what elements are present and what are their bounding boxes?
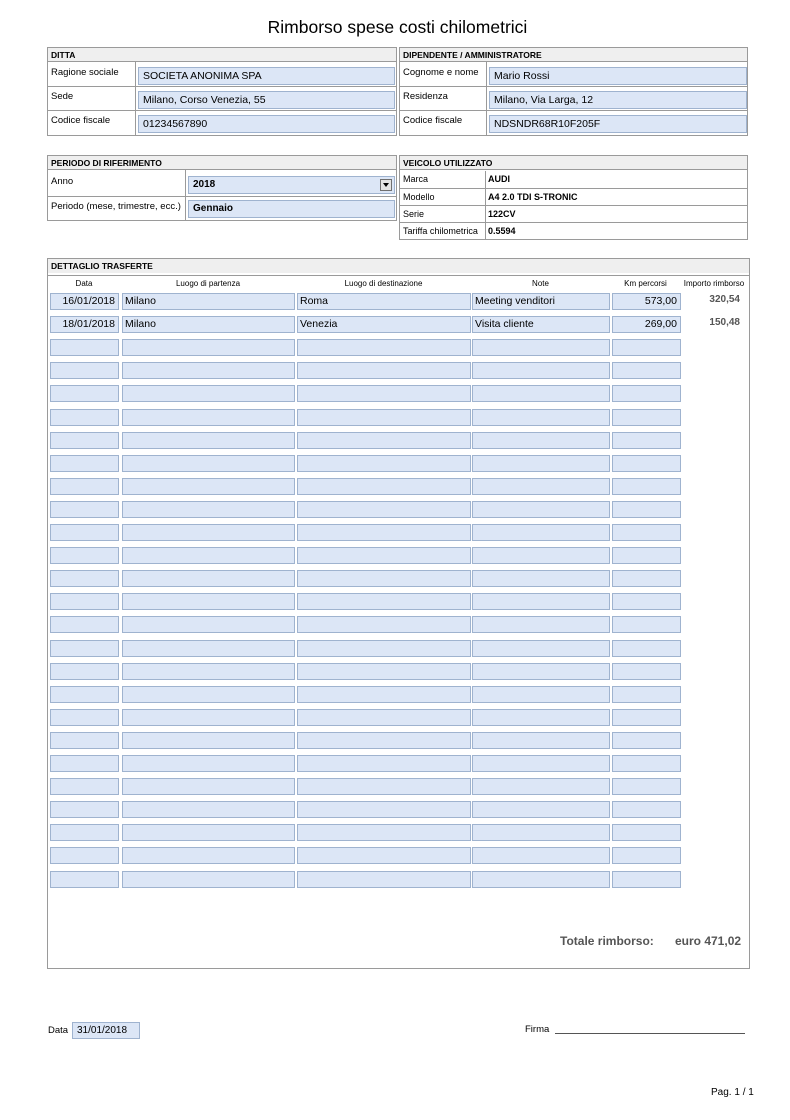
data-cell[interactable]: 18/01/2018 <box>50 316 119 333</box>
note-cell[interactable] <box>472 616 610 633</box>
partenza-cell[interactable] <box>122 640 295 657</box>
destinazione-cell[interactable] <box>297 778 471 795</box>
firma-line[interactable] <box>555 1033 745 1034</box>
data-cell[interactable] <box>50 847 119 864</box>
data-cell[interactable] <box>50 778 119 795</box>
table-row <box>48 616 749 633</box>
data-cell[interactable] <box>50 593 119 610</box>
chevron-down-icon[interactable] <box>380 179 392 191</box>
ditta-codice-fiscale-label: Codice fiscale <box>51 115 111 126</box>
note-cell[interactable] <box>472 871 610 888</box>
km-cell[interactable] <box>612 871 681 888</box>
modello-value: A4 2.0 TDI S-TRONIC <box>488 192 578 202</box>
data-cell[interactable] <box>50 801 119 818</box>
partenza-cell[interactable] <box>122 570 295 587</box>
km-cell[interactable] <box>612 547 681 564</box>
data-cell[interactable] <box>50 362 119 379</box>
partenza-cell[interactable] <box>122 339 295 356</box>
note-cell[interactable] <box>472 686 610 703</box>
col-header-partenza: Luogo di partenza <box>175 279 241 288</box>
partenza-cell[interactable] <box>122 409 295 426</box>
col-header-destinazione: Luogo di destinazione <box>344 279 423 288</box>
col-header-note: Note <box>532 279 549 288</box>
footer-data-label: Data <box>48 1025 69 1036</box>
partenza-cell[interactable] <box>122 385 295 402</box>
note-cell[interactable] <box>472 732 610 749</box>
table-row <box>48 593 749 610</box>
veicolo-rows <box>400 171 747 239</box>
tariffa-label: Tariffa chilometrica <box>403 226 478 236</box>
km-cell[interactable] <box>612 755 681 772</box>
destinazione-cell[interactable] <box>297 686 471 703</box>
cognome-nome-label: Cognome e nome <box>403 67 479 78</box>
table-row <box>48 293 749 310</box>
table-row <box>48 871 749 888</box>
data-cell[interactable] <box>50 385 119 402</box>
destinazione-cell[interactable] <box>297 362 471 379</box>
data-cell[interactable] <box>50 409 119 426</box>
partenza-cell[interactable] <box>122 686 295 703</box>
data-cell[interactable] <box>50 732 119 749</box>
dipendente-section <box>399 47 748 136</box>
destinazione-cell[interactable] <box>297 663 471 680</box>
note-cell[interactable] <box>472 847 610 864</box>
partenza-cell[interactable] <box>122 616 295 633</box>
km-cell[interactable] <box>612 663 681 680</box>
residenza-field[interactable]: Milano, Via Larga, 12 <box>489 91 747 109</box>
divider <box>185 170 186 220</box>
importo-cell: 320,54 <box>709 294 740 305</box>
destinazione-cell[interactable] <box>297 339 471 356</box>
note-cell[interactable] <box>472 339 610 356</box>
destinazione-cell[interactable] <box>297 640 471 657</box>
km-cell[interactable] <box>612 732 681 749</box>
page-number: Pag. 1 / 1 <box>711 1087 754 1098</box>
table-row <box>48 524 749 541</box>
partenza-cell[interactable] <box>122 801 295 818</box>
destinazione-cell[interactable] <box>297 455 471 472</box>
anno-value: 2018 <box>193 179 216 190</box>
firma-label: Firma <box>525 1024 550 1035</box>
km-cell[interactable] <box>612 501 681 518</box>
veicolo-row-tariffa <box>400 222 747 239</box>
divider <box>485 171 486 188</box>
residenza-label: Residenza <box>403 91 448 102</box>
note-cell[interactable] <box>472 709 610 726</box>
trasferte-section <box>47 258 750 969</box>
partenza-cell[interactable] <box>122 663 295 680</box>
km-cell[interactable] <box>612 339 681 356</box>
note-cell[interactable] <box>472 524 610 541</box>
data-cell[interactable] <box>50 709 119 726</box>
serie-value: 122CV <box>488 209 516 219</box>
table-row <box>48 478 749 495</box>
partenza-cell[interactable] <box>122 778 295 795</box>
destinazione-cell[interactable] <box>297 570 471 587</box>
data-cell[interactable] <box>50 686 119 703</box>
table-row <box>48 686 749 703</box>
divider <box>485 206 486 222</box>
table-row <box>48 432 749 449</box>
km-cell[interactable] <box>612 778 681 795</box>
data-cell[interactable] <box>50 524 119 541</box>
data-cell[interactable] <box>50 547 119 564</box>
km-cell[interactable] <box>612 455 681 472</box>
note-cell[interactable] <box>472 478 610 495</box>
partenza-cell[interactable] <box>122 871 295 888</box>
destinazione-cell[interactable] <box>297 547 471 564</box>
ragione-sociale-field[interactable]: SOCIETA ANONIMA SPA <box>138 67 395 85</box>
destinazione-cell[interactable] <box>297 616 471 633</box>
partenza-cell[interactable] <box>122 501 295 518</box>
veicolo-row-modello <box>400 188 747 205</box>
partenza-cell[interactable] <box>122 824 295 841</box>
destinazione-cell[interactable] <box>297 593 471 610</box>
trasferte-header: DETTAGLIO TRASFERTE <box>48 259 749 273</box>
table-row <box>48 316 749 333</box>
periodo-label: Periodo (mese, trimestre, ecc.) <box>51 201 181 212</box>
destinazione-cell[interactable] <box>297 478 471 495</box>
table-row <box>48 801 749 818</box>
km-cell[interactable] <box>612 593 681 610</box>
marca-value: AUDI <box>488 174 510 184</box>
km-cell[interactable] <box>612 570 681 587</box>
table-row <box>48 663 749 680</box>
partenza-cell[interactable] <box>122 593 295 610</box>
table-row <box>48 570 749 587</box>
divider <box>48 86 396 87</box>
destinazione-cell[interactable] <box>297 385 471 402</box>
destinazione-cell[interactable] <box>297 524 471 541</box>
periodo-field[interactable]: Gennaio <box>188 200 395 218</box>
cognome-nome-field[interactable]: Mario Rossi <box>489 67 747 85</box>
data-cell[interactable] <box>50 871 119 888</box>
data-cell[interactable] <box>50 478 119 495</box>
note-cell[interactable] <box>472 432 610 449</box>
km-cell[interactable]: 269,00 <box>612 316 681 333</box>
table-row <box>48 455 749 472</box>
table-row <box>48 547 749 564</box>
partenza-cell[interactable] <box>122 362 295 379</box>
note-cell[interactable] <box>472 778 610 795</box>
note-cell[interactable] <box>472 385 610 402</box>
periodo-section <box>47 155 397 221</box>
table-row <box>48 778 749 795</box>
km-cell[interactable] <box>612 362 681 379</box>
note-cell[interactable] <box>472 455 610 472</box>
totale-value: euro 471,02 <box>675 934 742 948</box>
table-row <box>48 732 749 749</box>
col-header-importo: Importo rimborso <box>683 279 745 288</box>
table-row <box>48 755 749 772</box>
km-cell[interactable]: 573,00 <box>612 293 681 310</box>
ditta-header: DITTA <box>48 48 396 62</box>
note-cell[interactable] <box>472 409 610 426</box>
km-cell[interactable] <box>612 524 681 541</box>
dipendente-codice-fiscale-label: Codice fiscale <box>403 115 463 126</box>
col-header-km: Km percorsi <box>624 279 667 288</box>
divider <box>135 62 136 135</box>
data-cell[interactable] <box>50 640 119 657</box>
divider <box>486 62 487 135</box>
dipendente-codice-fiscale-field[interactable]: NDSNDR68R10F205F <box>489 115 747 133</box>
divider <box>48 196 396 197</box>
table-row <box>48 501 749 518</box>
table-row <box>48 385 749 402</box>
veicolo-row-serie <box>400 205 747 222</box>
note-cell[interactable]: Meeting venditori <box>472 293 610 310</box>
partenza-cell[interactable] <box>122 432 295 449</box>
partenza-cell[interactable] <box>122 455 295 472</box>
data-cell[interactable] <box>50 824 119 841</box>
data-cell[interactable] <box>50 501 119 518</box>
km-cell[interactable] <box>612 686 681 703</box>
km-cell[interactable] <box>612 385 681 402</box>
table-row <box>48 339 749 356</box>
km-cell[interactable] <box>612 640 681 657</box>
partenza-cell[interactable] <box>122 709 295 726</box>
data-cell[interactable] <box>50 616 119 633</box>
destinazione-cell[interactable] <box>297 824 471 841</box>
table-row <box>48 709 749 726</box>
table-row <box>48 847 749 864</box>
divider <box>48 110 396 111</box>
partenza-cell[interactable] <box>122 547 295 564</box>
ditta-codice-fiscale-field[interactable]: 01234567890 <box>138 115 395 133</box>
tariffa-value: 0.5594 <box>488 226 516 236</box>
destinazione-cell[interactable] <box>297 432 471 449</box>
partenza-cell[interactable]: Milano <box>122 316 295 333</box>
serie-label: Serie <box>403 209 425 219</box>
veicolo-row-marca <box>400 171 747 188</box>
divider <box>485 223 486 239</box>
km-cell[interactable] <box>612 847 681 864</box>
totale-label: Totale rimborso: <box>560 934 654 948</box>
partenza-cell[interactable] <box>122 478 295 495</box>
note-cell[interactable] <box>472 570 610 587</box>
data-cell[interactable]: 16/01/2018 <box>50 293 119 310</box>
destinazione-cell[interactable]: Venezia <box>297 316 471 333</box>
periodo-header: PERIODO DI RIFERIMENTO <box>48 156 396 170</box>
ragione-sociale-label: Ragione sociale <box>51 67 119 78</box>
note-cell[interactable] <box>472 362 610 379</box>
divider <box>485 189 486 205</box>
km-cell[interactable] <box>612 616 681 633</box>
partenza-cell[interactable] <box>122 755 295 772</box>
table-row <box>48 409 749 426</box>
destinazione-cell[interactable] <box>297 847 471 864</box>
km-cell[interactable] <box>612 709 681 726</box>
partenza-cell[interactable] <box>122 847 295 864</box>
destinazione-cell[interactable] <box>297 709 471 726</box>
veicolo-header: VEICOLO UTILIZZATO <box>400 156 747 170</box>
modello-label: Modello <box>403 192 435 202</box>
partenza-cell[interactable] <box>122 732 295 749</box>
sede-field[interactable]: Milano, Corso Venezia, 55 <box>138 91 395 109</box>
note-cell[interactable]: Visita cliente <box>472 316 610 333</box>
destinazione-cell[interactable] <box>297 409 471 426</box>
partenza-cell[interactable]: Milano <box>122 293 295 310</box>
km-cell[interactable] <box>612 478 681 495</box>
data-cell[interactable] <box>50 663 119 680</box>
note-cell[interactable] <box>472 547 610 564</box>
anno-select[interactable] <box>188 176 395 194</box>
col-header-data: Data <box>75 279 93 288</box>
data-cell[interactable] <box>50 339 119 356</box>
importo-cell: 150,48 <box>709 317 740 328</box>
note-cell[interactable] <box>472 824 610 841</box>
divider <box>48 275 749 276</box>
destinazione-cell[interactable] <box>297 755 471 772</box>
data-cell[interactable] <box>50 455 119 472</box>
ditta-section <box>47 47 397 136</box>
destinazione-cell[interactable] <box>297 801 471 818</box>
note-cell[interactable] <box>472 755 610 772</box>
destinazione-cell[interactable]: Roma <box>297 293 471 310</box>
table-row <box>48 362 749 379</box>
divider <box>400 86 747 87</box>
data-cell[interactable] <box>50 432 119 449</box>
sede-label: Sede <box>51 91 74 102</box>
marca-label: Marca <box>403 174 429 184</box>
km-cell[interactable] <box>612 801 681 818</box>
divider <box>400 110 747 111</box>
dipendente-header: DIPENDENTE / AMMINISTRATORE <box>400 48 747 62</box>
partenza-cell[interactable] <box>122 524 295 541</box>
destinazione-cell[interactable] <box>297 732 471 749</box>
veicolo-section <box>399 155 748 240</box>
destinazione-cell[interactable] <box>297 501 471 518</box>
destinazione-cell[interactable] <box>297 871 471 888</box>
data-cell[interactable] <box>50 570 119 587</box>
anno-label: Anno <box>51 176 74 187</box>
note-cell[interactable] <box>472 640 610 657</box>
footer-data-field[interactable]: 31/01/2018 <box>72 1022 140 1039</box>
km-cell[interactable] <box>612 409 681 426</box>
km-cell[interactable] <box>612 824 681 841</box>
note-cell[interactable] <box>472 801 610 818</box>
km-cell[interactable] <box>612 432 681 449</box>
page-title: Rimborso spese costi chilometrici <box>267 17 528 37</box>
note-cell[interactable] <box>472 663 610 680</box>
table-row <box>48 640 749 657</box>
data-cell[interactable] <box>50 755 119 772</box>
table-row <box>48 824 749 841</box>
note-cell[interactable] <box>472 593 610 610</box>
note-cell[interactable] <box>472 501 610 518</box>
